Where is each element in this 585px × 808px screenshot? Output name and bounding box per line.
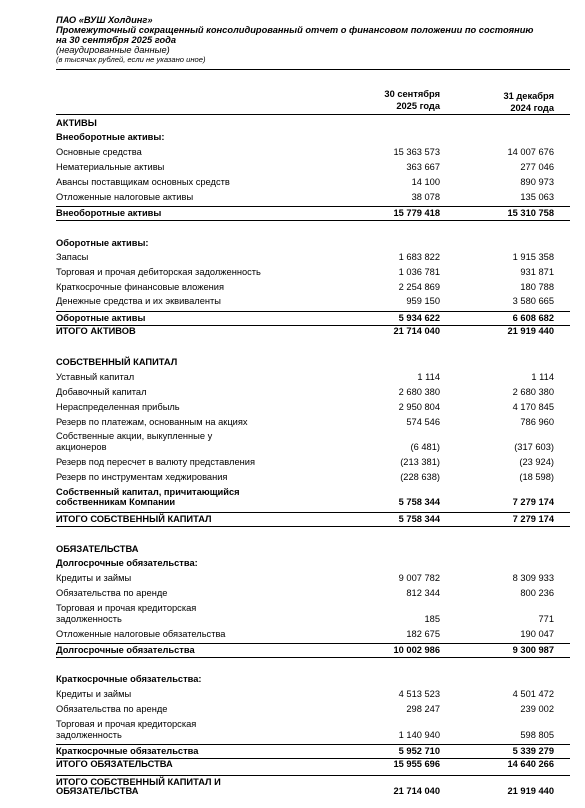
row-value-2024: 14 640 266: [507, 759, 554, 769]
row-value-2025: 1 140 940: [398, 730, 440, 740]
row-label: Внеоборотные активы: [56, 208, 162, 218]
row-label: Долгосрочные обязательства: [56, 645, 195, 655]
row-value-2024: 931 871: [520, 267, 554, 277]
row-value-2024: 9 300 987: [512, 645, 554, 655]
row-value-2024: 180 788: [520, 282, 554, 292]
row-value-2024: 6 608 682: [512, 313, 554, 323]
row-value-2024: 7 279 174: [512, 514, 554, 524]
row-value-2025: 15 955 696: [393, 759, 440, 769]
row-label: акционеров: [56, 442, 107, 452]
row-value-2025: 21 714 040: [393, 786, 440, 796]
row-value-2025: 1 036 781: [398, 267, 440, 277]
units-note: (в тысячах рублей, если не указано иное): [56, 55, 206, 64]
row-value-2024: 190 047: [520, 629, 554, 639]
row-value-2024: 4 170 845: [512, 402, 554, 412]
unaudited-note: (неаудированные данные): [56, 45, 170, 55]
row-value-2025: 185: [424, 614, 440, 624]
row-label: ИТОГО СОБСТВЕННЫЙ КАПИТАЛ: [56, 514, 212, 524]
row-value-2025: 10 002 986: [393, 645, 440, 655]
row-label: СОБСТВЕННЫЙ КАПИТАЛ: [56, 357, 178, 367]
column-header-2025-line1: 30 сентября: [384, 89, 440, 99]
table-row: [56, 643, 570, 658]
row-label: Долгосрочные обязательства:: [56, 558, 198, 568]
row-label: Оборотные активы:: [56, 238, 149, 248]
row-value-2024: (317 603): [514, 442, 554, 452]
row-label: АКТИВЫ: [56, 118, 97, 128]
row-label: Внеоборотные активы:: [56, 132, 165, 142]
row-label: Собственные акции, выкупленные у: [56, 431, 213, 441]
row-label: Кредиты и займы: [56, 573, 132, 583]
row-label: задолженность: [56, 614, 122, 624]
row-value-2024: 7 279 174: [512, 497, 554, 507]
row-value-2025: 4 513 523: [398, 689, 440, 699]
row-label: Денежные средства и их эквиваленты: [56, 296, 221, 306]
table-row: [56, 206, 570, 221]
row-value-2025: 182 675: [406, 629, 440, 639]
row-value-2024: 15 310 758: [507, 208, 554, 218]
table-row: [56, 512, 570, 527]
report-title-line2: на 30 сентября 2025 года: [56, 35, 177, 45]
row-label: Кредиты и займы: [56, 689, 132, 699]
row-value-2024: 5 339 279: [512, 746, 554, 756]
row-value-2025: 959 150: [406, 296, 440, 306]
row-value-2024: 135 063: [520, 192, 554, 202]
row-label: Нераспределенная прибыль: [56, 402, 180, 412]
table-row: [56, 744, 570, 759]
row-value-2025: 38 078: [411, 192, 440, 202]
row-value-2024: 800 236: [520, 588, 554, 598]
row-value-2025: 5 952 710: [398, 746, 440, 756]
row-value-2024: 598 805: [520, 730, 554, 740]
row-value-2025: 5 934 622: [398, 313, 440, 323]
row-label: Резерв по инструментам хеджирования: [56, 472, 228, 482]
row-value-2025: 14 100: [411, 177, 440, 187]
row-value-2025: (228 638): [400, 472, 440, 482]
row-label: Резерв по платежам, основанным на акциях: [56, 417, 248, 427]
row-label: Торговая и прочая кредиторская: [56, 719, 197, 729]
row-label: собственникам Компании: [56, 497, 176, 507]
table-row: [56, 311, 570, 326]
row-label: Запасы: [56, 252, 89, 262]
row-value-2024: (18 598): [519, 472, 554, 482]
row-value-2025: 5 758 344: [398, 514, 440, 524]
row-value-2025: 812 344: [406, 588, 440, 598]
row-value-2024: 3 580 665: [512, 296, 554, 306]
row-value-2025: 9 007 782: [398, 573, 440, 583]
company-name: ПАО «ВУШ Холдинг»: [56, 15, 153, 25]
row-value-2025: 15 779 418: [393, 208, 440, 218]
row-value-2025: (213 381): [400, 457, 440, 467]
row-label: ИТОГО ОБЯЗАТЕЛЬСТВА: [56, 759, 173, 769]
row-value-2024: 8 309 933: [512, 573, 554, 583]
row-label: Собственный капитал, причитающийся: [56, 487, 240, 497]
row-value-2024: 277 046: [520, 162, 554, 172]
row-label: ИТОГО АКТИВОВ: [56, 326, 136, 336]
row-label: Краткосрочные обязательства:: [56, 674, 202, 684]
row-value-2025: 2 254 869: [398, 282, 440, 292]
row-label: Отложенные налоговые обязательства: [56, 629, 226, 639]
row-value-2024: 786 960: [520, 417, 554, 427]
row-label: ОБЯЗАТЕЛЬСТВА: [56, 544, 139, 554]
column-header-2025-line2: 2025 года: [396, 101, 440, 111]
row-value-2025: 2 950 804: [398, 402, 440, 412]
row-value-2024: 2 680 380: [512, 387, 554, 397]
row-value-2025: 1 114: [417, 372, 440, 382]
row-label: Торговая и прочая кредиторская: [56, 603, 197, 613]
row-label: Торговая и прочая дебиторская задолженность: [56, 267, 261, 277]
row-label: Обязательства по аренде: [56, 704, 168, 714]
row-label: Резерв под пересчет в валюту представления: [56, 457, 255, 467]
row-value-2025: 15 363 573: [393, 147, 440, 157]
row-value-2025: 1 683 822: [398, 252, 440, 262]
row-value-2024: 239 002: [520, 704, 554, 714]
row-label: Краткосрочные обязательства: [56, 746, 199, 756]
row-value-2024: 1 915 358: [512, 252, 554, 262]
row-label: ИТОГО СОБСТВЕННЫЙ КАПИТАЛ И: [56, 777, 221, 787]
row-value-2024: 14 007 676: [507, 147, 554, 157]
column-header-2024-line1: 31 декабря: [503, 91, 554, 101]
row-label: Добавочный капитал: [56, 387, 147, 397]
row-value-2025: 363 667: [406, 162, 440, 172]
row-label: Авансы поставщикам основных средств: [56, 177, 230, 187]
row-label: Основные средства: [56, 147, 142, 157]
row-value-2024: 1 114: [531, 372, 554, 382]
row-value-2025: 298 247: [406, 704, 440, 714]
column-header-2024-line2: 2024 года: [510, 103, 554, 113]
row-label: Отложенные налоговые активы: [56, 192, 194, 202]
row-value-2025: 574 546: [406, 417, 440, 427]
row-label: ОБЯЗАТЕЛЬСТВА: [56, 786, 139, 796]
row-label: Краткосрочные финансовые вложения: [56, 282, 225, 292]
row-label: Оборотные активы: [56, 313, 146, 323]
row-label: Нематериальные активы: [56, 162, 165, 172]
row-value-2025: (6 481): [410, 442, 440, 452]
row-label: задолженность: [56, 730, 122, 740]
row-value-2024: 21 919 440: [507, 786, 554, 796]
row-value-2024: 771: [538, 614, 554, 624]
row-value-2024: 890 973: [520, 177, 554, 187]
row-value-2025: 2 680 380: [398, 387, 440, 397]
report-title-line1: Промежуточный сокращенный консолидированный отчет о финансовом положении по состоянию: [56, 25, 534, 35]
row-value-2024: (23 924): [519, 457, 554, 467]
row-value-2025: 21 714 040: [393, 326, 440, 336]
row-label: Уставный капитал: [56, 372, 135, 382]
row-value-2025: 5 758 344: [398, 497, 440, 507]
row-value-2024: 21 919 440: [507, 326, 554, 336]
row-value-2024: 4 501 472: [512, 689, 554, 699]
row-label: Обязательства по аренде: [56, 588, 168, 598]
